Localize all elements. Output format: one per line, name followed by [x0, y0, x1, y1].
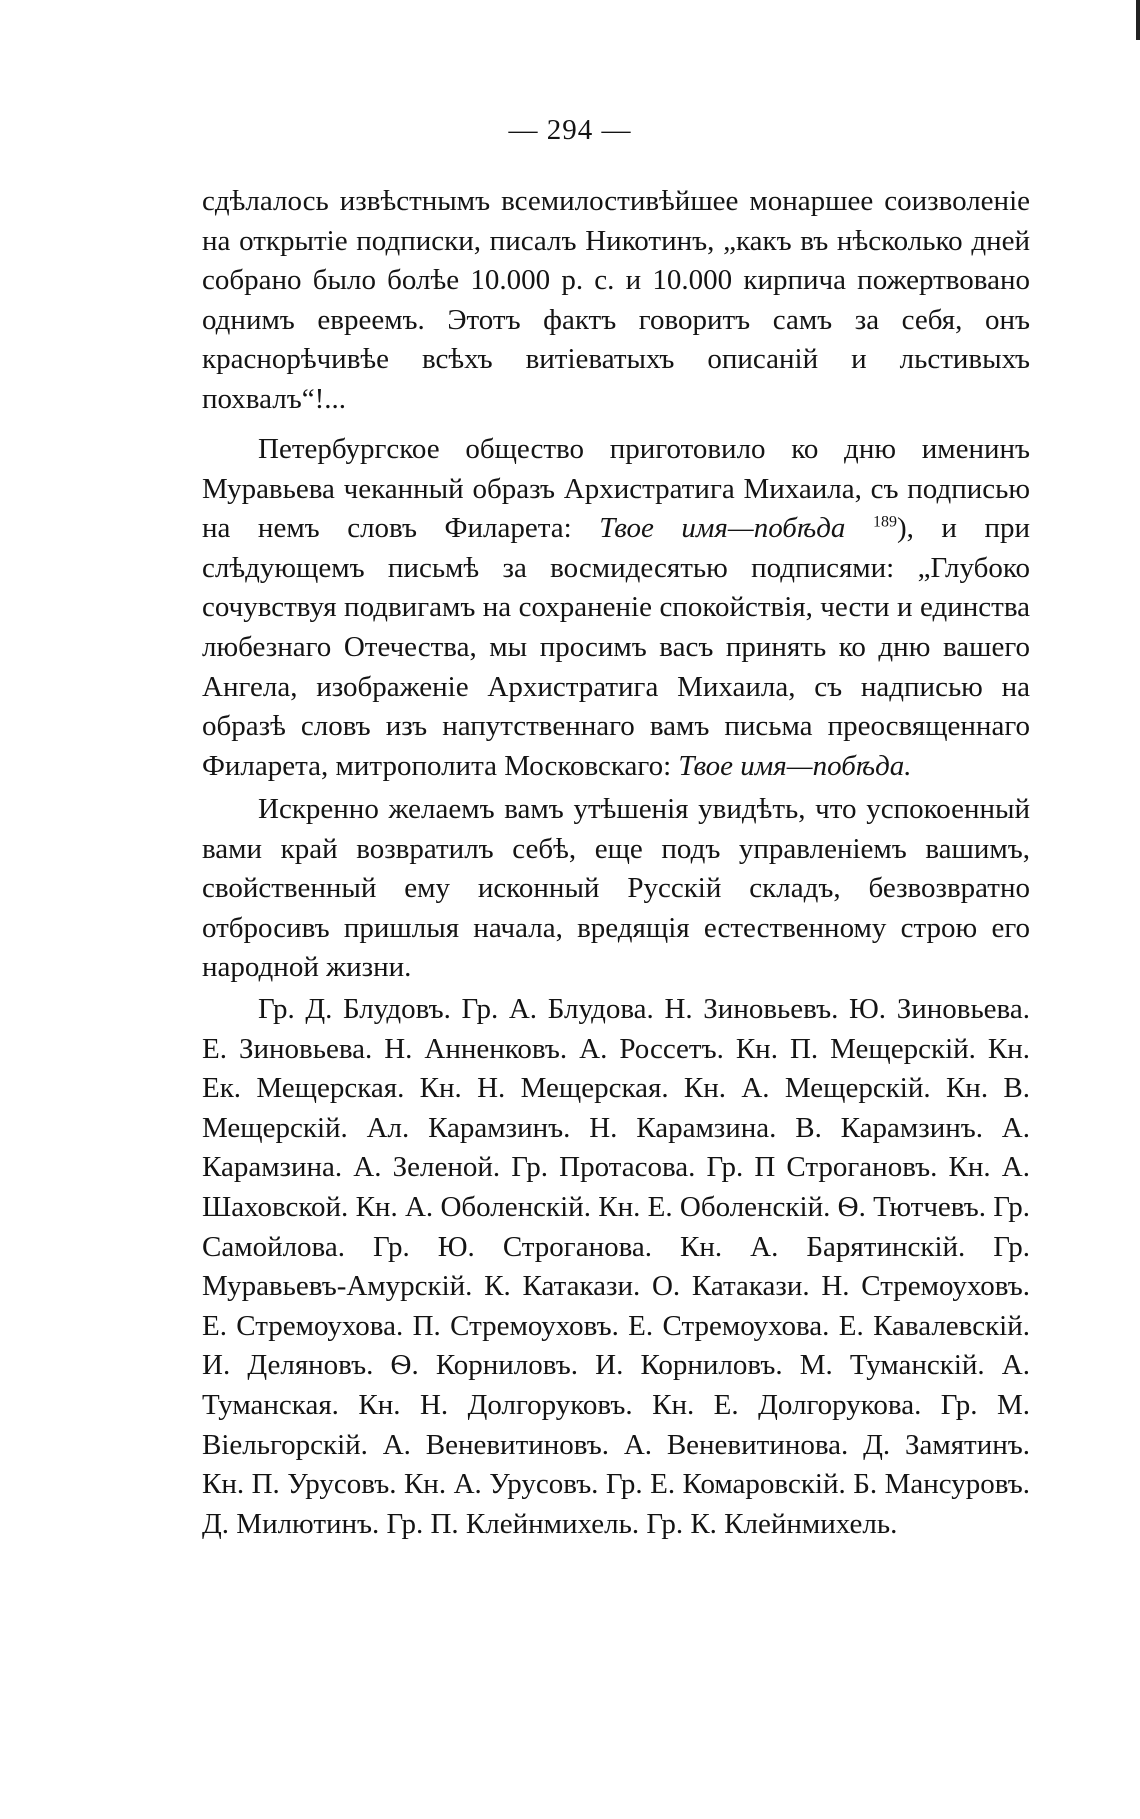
paragraph-continuation [202, 182, 1030, 430]
text-part: Петербургское общество приготовило ко дню именинъ Муравьева чеканный образъ Архистратига Михаила, съ подписью на немъ словъ Филарета: [202, 433, 1030, 545]
text-part: ), и при слѣдующемъ письмѣ за восмидесятью подписями: „Глубоко сочувствуя подвигамъ на сохраненiе спокойствiя, чести и единства любезнаго Отечества, мы просимъ васъ принять ко дню вашего Ангела, изображенiе Архистратига Михаила, съ надписью на образѣ словъ изъ напутственнаго вамъ письма преосвященнаго Филарета, митрополита Московскаго: [202, 512, 1031, 782]
paragraph-text: сдѣлалось извѣстнымъ всемилостивѣйшее монаршее соизволенiе на открытiе подписки, писалъ Никотинъ, „какъ въ нѣсколько дней собрано было болѣе 10.000 р. с. и 10.000 кирпича пожертвовано однимъ евреемъ. Этотъ фактъ говоритъ самъ за себя, онъ краснорѣчивѣе всѣхъ витiеватыхъ описанiй и льстивыхъ похвалъ“!... [202, 185, 1030, 415]
paragraph-wishes [202, 790, 1030, 998]
italic-quote: Твое имя—побѣда. [678, 749, 912, 782]
italic-quote: Твое имя—побѣда [599, 512, 846, 545]
paragraph-signatures [202, 990, 1030, 1554]
footnote-ref: 189 [872, 513, 897, 531]
scan-edge-mark [1136, 0, 1140, 40]
signature-list: Гр. Д. Блудовъ. Гр. А. Блудова. Н. Зиновьевъ. Ю. Зиновьева. Е. Зиновьева. Н. Анненковъ. А. Россетъ. Кн. П. Мещерскiй. Кн. Ек. Мещерская. Кн. Н. Мещерская. Кн. А. Мещерскiй. Кн. В. Мещерскiй. Ал. Карамзинъ. Н. Карамзина. В. Карамзинъ. А. Карамзина. А. Зеленой. Гр. Протасова. Гр. П Строгановъ. Кн. А. Шаховской. Кн. А. Оболенскiй. Кн. Е. Оболенскiй. Ѳ. Тютчевъ. Гр. Самойлова. Гр. Ю. Строганова. Кн. А. Барятинскiй. Гр. Муравьевъ-Амурскiй. К. Катакази. О. Катакази. Н. Стремоуховъ. Е. Стремоухова. П. Стремоуховъ. Е. Стремоухова. Е. Кавалевскiй. И. Деляновъ. Ѳ. Корниловъ. И. Корниловъ. М. Туманскiй. А. Туманская. Кн. Н. Долгоруковъ. Кн. Е. Долгорукова. Гр. М. Вiельгорскiй. А. Веневитиновъ. А. Веневитинова. Д. Замятинъ. Кн. П. Урусовъ. Кн. А. Урусовъ. Гр. Е. Комаровскiй. Б. Мансуровъ. Д. Милютинъ. Гр. П. Клейнмихель. Гр. К. Клейнмихель. [202, 993, 1030, 1540]
paragraph-text [202, 430, 1030, 786]
paragraph-text: Искренно желаемъ вамъ утѣшенiя увидѣть, что успокоенный вами край возвратилъ себѣ, еще подъ управленiемъ вашимъ, свойственный ему исконный Русскiй складъ, безвозвратно отбросивъ пришлыя начала, вредящiя естественному строю его народной жизни. [202, 793, 1030, 984]
page-number: — 294 — [508, 114, 632, 146]
paragraph-petersburg-society [202, 430, 1030, 796]
